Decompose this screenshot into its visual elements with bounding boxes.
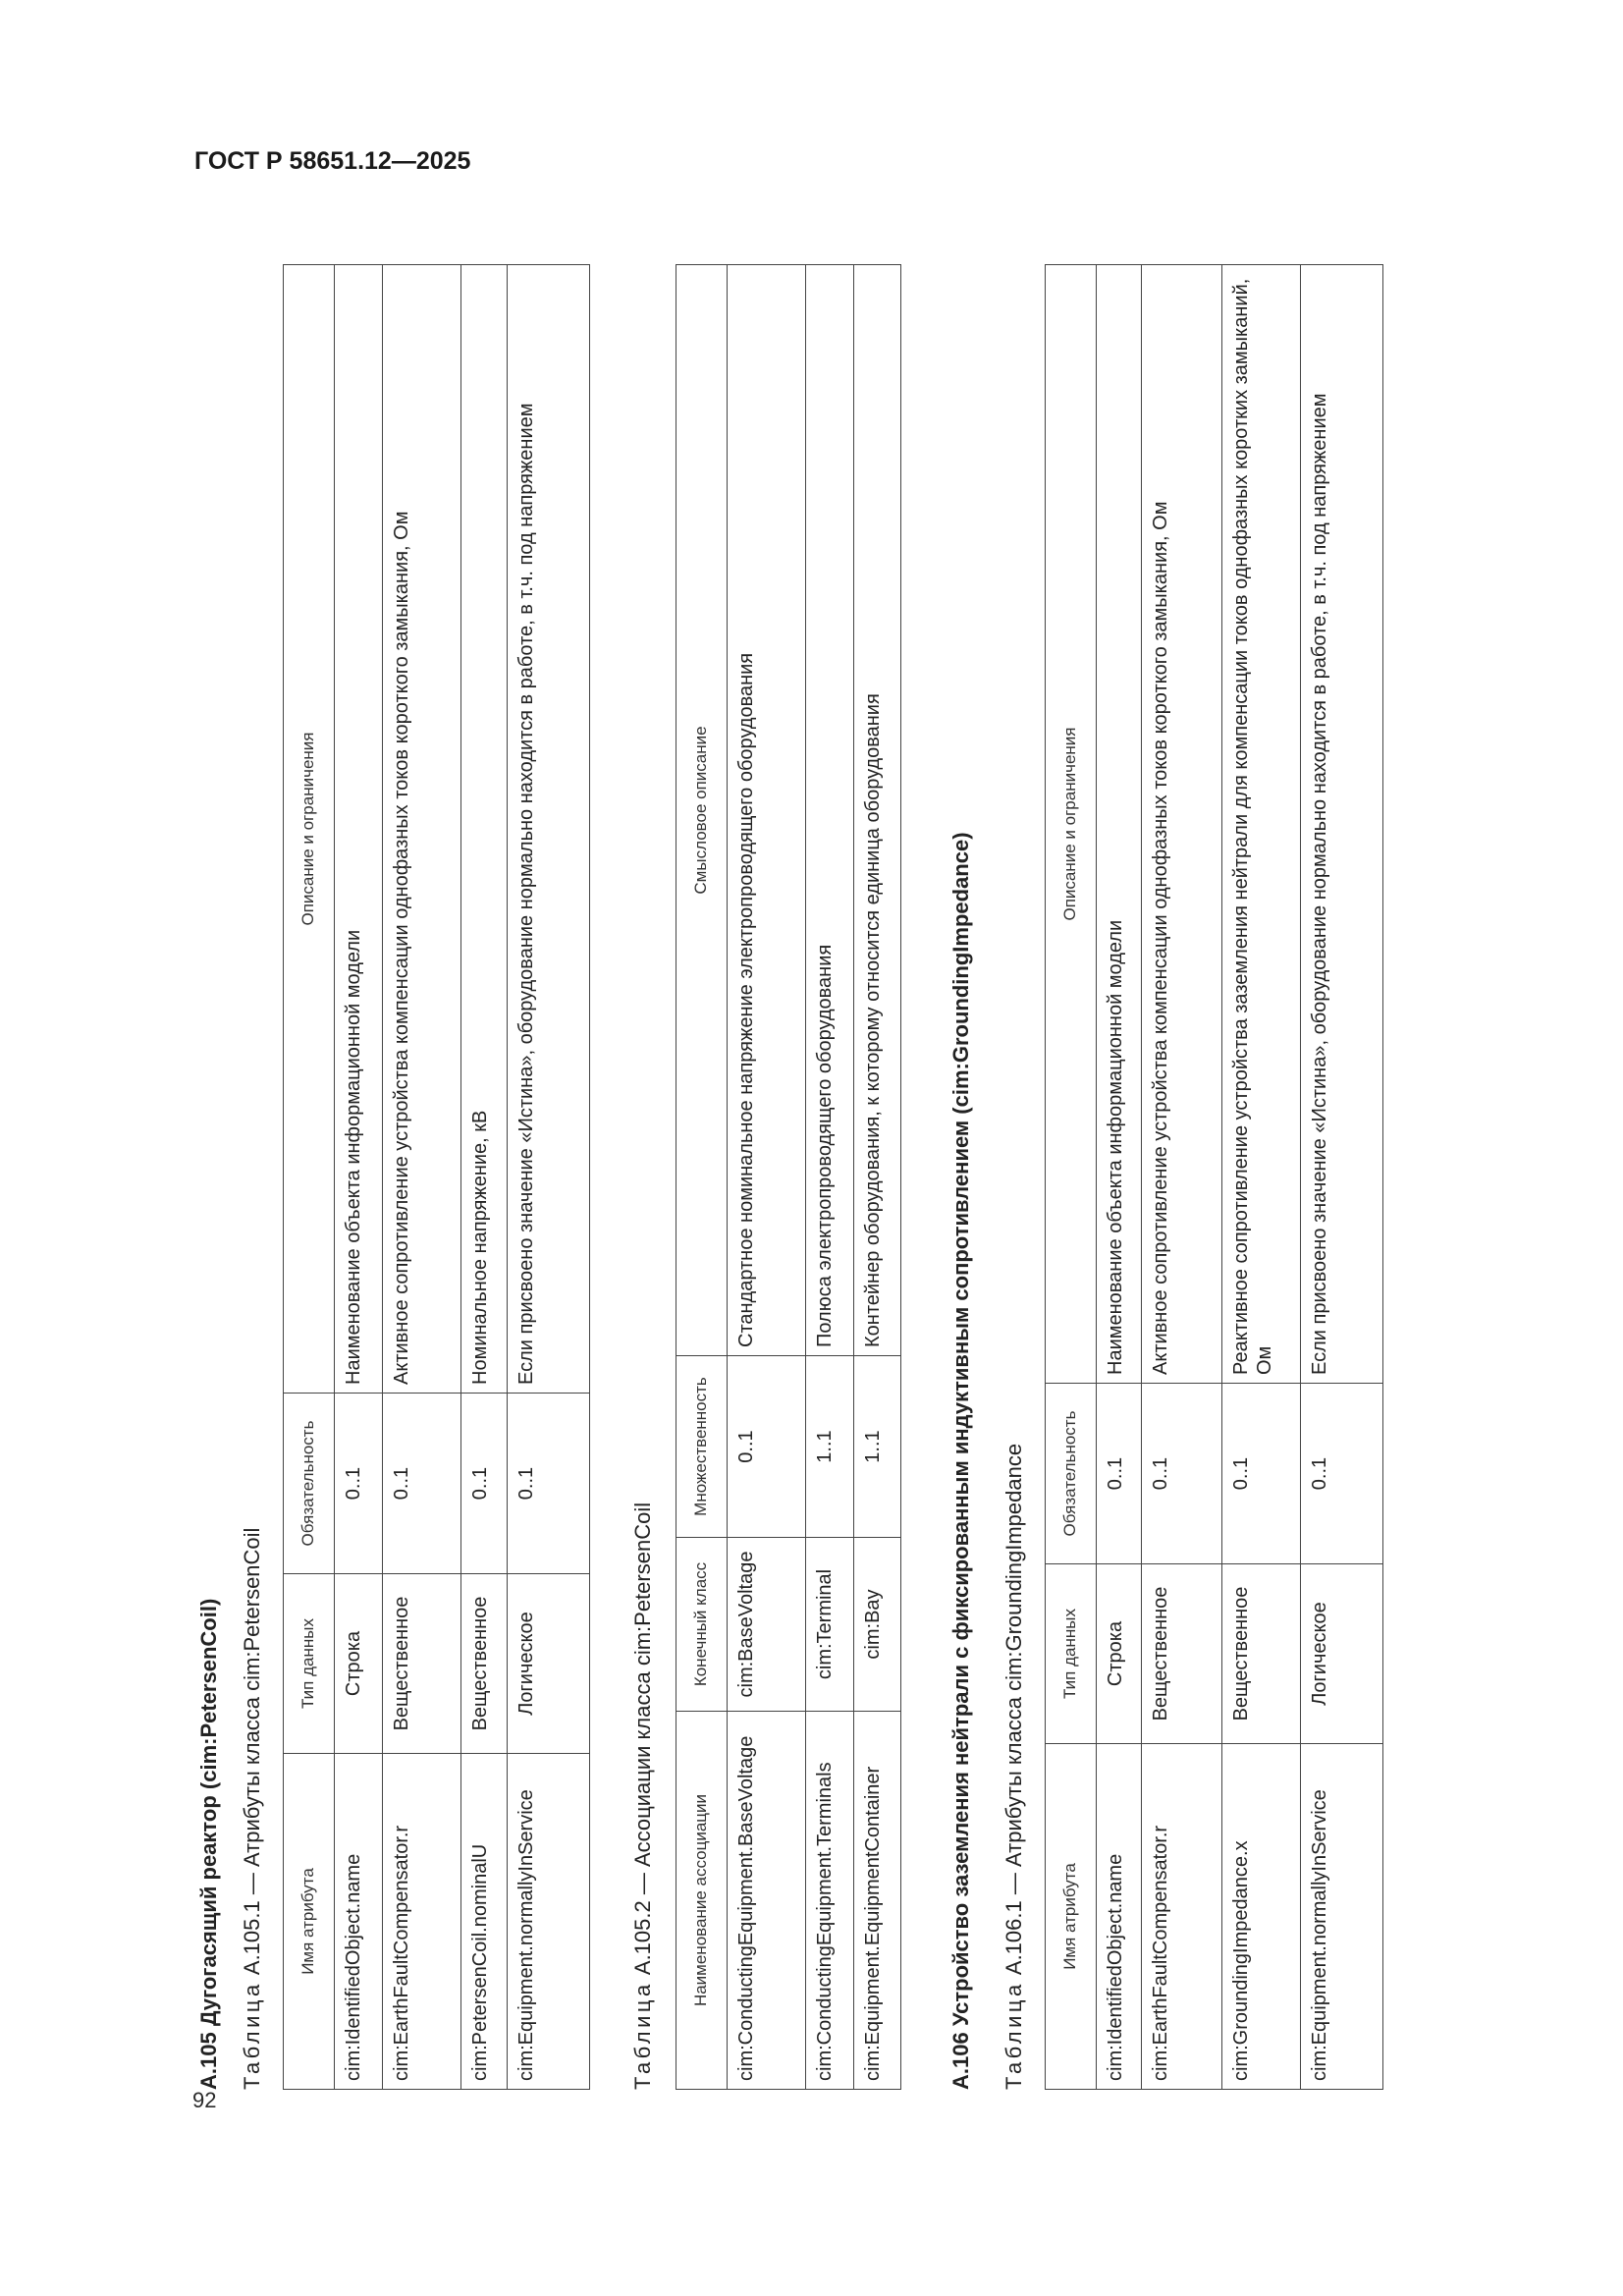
- table-105-1-caption: [240, 1528, 265, 2090]
- attribute-name: cim:EarthFaultCompensator.r: [383, 1754, 461, 2090]
- table-row: [806, 265, 854, 2090]
- table-105-2: [676, 264, 901, 2090]
- attribute-name: cim:Equipment.normallyInService: [1301, 1744, 1383, 2090]
- table-row: [1142, 265, 1222, 2090]
- caption-word: Таблица: [240, 1981, 264, 2090]
- column-header: Обязательность: [1046, 1384, 1097, 1564]
- data-type: Логическое: [508, 1574, 590, 1754]
- description: Если присвоено значение «Истина», оборудование нормально находится в работе, в т.ч. под напряжением: [508, 265, 590, 1394]
- column-header: Смысловое описание: [676, 265, 728, 1356]
- column-header: Множественность: [676, 1356, 728, 1538]
- caption-text: А.105.2 — Ассоциации класса cim:PetersenCoil: [630, 1502, 655, 1976]
- data-type: Вещественное: [461, 1574, 508, 1754]
- multiplicity: 0..1: [1142, 1384, 1222, 1564]
- table-row: [508, 265, 590, 2090]
- multiplicity: 1..1: [806, 1356, 854, 1538]
- attribute-name: cim:GroundingImpedance.x: [1222, 1744, 1301, 2090]
- association-name: cim:Equipment.EquipmentContainer: [854, 1712, 901, 2090]
- description: Полюса электропроводящего оборудования: [806, 265, 854, 1356]
- column-header: Тип данных: [1046, 1564, 1097, 1744]
- column-header: Наименование ассоциации: [676, 1712, 728, 2090]
- table-106-1: [1045, 264, 1383, 2090]
- multiplicity: 0..1: [383, 1394, 461, 1574]
- table-row: [854, 265, 901, 2090]
- data-type: Строка: [1097, 1564, 1142, 1744]
- caption-word: Таблица: [1001, 1981, 1026, 2090]
- table-106-1-caption: [1001, 1444, 1027, 2090]
- data-type: Строка: [335, 1574, 383, 1754]
- table-row: [383, 265, 461, 2090]
- column-header: Описание и ограничения: [1046, 265, 1097, 1384]
- caption-word: Таблица: [630, 1981, 655, 2090]
- column-header: Имя атрибута: [284, 1754, 335, 2090]
- description: Наименование объекта информационной модели: [335, 265, 383, 1394]
- caption-text: А.106.1 — Атрибуты класса cim:GroundingImpedance: [1001, 1443, 1026, 1976]
- description: Номинальное напряжение, кВ: [461, 265, 508, 1394]
- caption-text: А.105.1 — Атрибуты класса cim:PetersenCoil: [240, 1527, 264, 1976]
- multiplicity: 0..1: [335, 1394, 383, 1574]
- target-class: cim:Bay: [854, 1538, 901, 1712]
- data-type: Вещественное: [1142, 1564, 1222, 1744]
- table-header-row: [676, 265, 728, 2090]
- table-105-2-caption: [630, 1503, 656, 2090]
- table-row: [1301, 265, 1383, 2090]
- table-header-row: [1046, 265, 1097, 2090]
- rotated-content: [196, 253, 1375, 2090]
- attribute-name: cim:Equipment.normallyInService: [508, 1754, 590, 2090]
- column-header: Описание и ограничения: [284, 265, 335, 1394]
- attribute-name: cim:EarthFaultCompensator.r: [1142, 1744, 1222, 2090]
- table-row: [1222, 265, 1301, 2090]
- column-header: Тип данных: [284, 1574, 335, 1754]
- column-header: Имя атрибута: [1046, 1744, 1097, 2090]
- multiplicity: 1..1: [854, 1356, 901, 1538]
- section-106-heading: А.106 Устройство заземления нейтрали с фиксированным индуктивным сопротивлением (cim:GroundingImpedance): [948, 832, 973, 2090]
- attribute-name: cim:IdentifiedObject.name: [335, 1754, 383, 2090]
- target-class: cim:BaseVoltage: [728, 1538, 806, 1712]
- description: Стандартное номинальное напряжение электропроводящего оборудования: [728, 265, 806, 1356]
- column-header: Конечный класс: [676, 1538, 728, 1712]
- association-name: cim:ConductingEquipment.Terminals: [806, 1712, 854, 2090]
- multiplicity: 0..1: [508, 1394, 590, 1574]
- table-header-row: [284, 265, 335, 2090]
- table-row: [461, 265, 508, 2090]
- table-row: [335, 265, 383, 2090]
- table-105-1: [283, 264, 590, 2090]
- description: Если присвоено значение «Истина», оборудование нормально находится в работе, в т.ч. под напряжением: [1301, 265, 1383, 1384]
- description: Активное сопротивление устройства компенсации однофазных токов короткого замыкания, Ом: [383, 265, 461, 1394]
- multiplicity: 0..1: [1222, 1384, 1301, 1564]
- column-header: Обязательность: [284, 1394, 335, 1574]
- attribute-name: cim:IdentifiedObject.name: [1097, 1744, 1142, 2090]
- multiplicity: 0..1: [1301, 1384, 1383, 1564]
- page-number: 92: [192, 2088, 217, 2112]
- association-name: cim:ConductingEquipment.BaseVoltage: [728, 1712, 806, 2090]
- description: Активное сопротивление устройства компенсации однофазных токов короткого замыкания, Ом: [1142, 265, 1222, 1384]
- table-row: [1097, 265, 1142, 2090]
- description: Контейнер оборудования, к которому относится единица оборудования: [854, 265, 901, 1356]
- description: Наименование объекта информационной модели: [1097, 265, 1142, 1384]
- data-type: Вещественное: [383, 1574, 461, 1754]
- multiplicity: 0..1: [1097, 1384, 1142, 1564]
- attribute-name: cim:PetersenCoil.nominalU: [461, 1754, 508, 2090]
- description: Реактивное сопротивление устройства заземления нейтрали для компенсации токов однофазных коротких замыканий, Ом: [1222, 265, 1301, 1384]
- multiplicity: 0..1: [728, 1356, 806, 1538]
- target-class: cim:Terminal: [806, 1538, 854, 1712]
- data-type: Вещественное: [1222, 1564, 1301, 1744]
- data-type: Логическое: [1301, 1564, 1383, 1744]
- section-105-heading: А.105 Дугогасящий реактор (cim:PetersenCoil): [196, 1598, 221, 2090]
- document-header: ГОСТ Р 58651.12—2025: [194, 147, 471, 175]
- table-row: [728, 265, 806, 2090]
- multiplicity: 0..1: [461, 1394, 508, 1574]
